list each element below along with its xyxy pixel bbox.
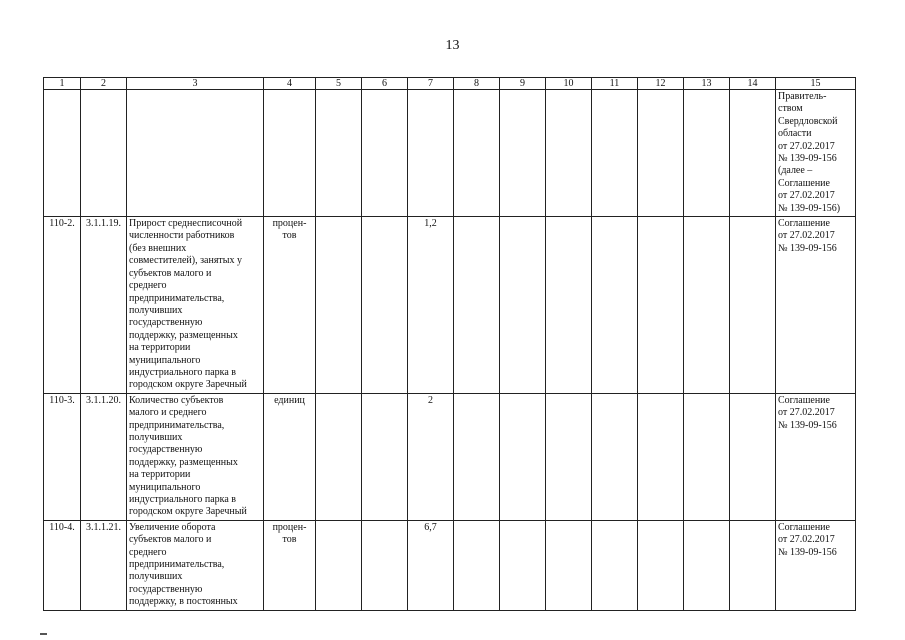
column-number: 13 (684, 78, 730, 90)
table-cell-col-14 (730, 520, 776, 610)
table-row (44, 520, 856, 610)
column-number: 3 (127, 78, 264, 90)
column-number: 12 (638, 78, 684, 90)
table-cell-col-8 (454, 393, 500, 520)
table-cell-col-5 (316, 90, 362, 217)
indicators-table (43, 77, 856, 611)
column-number: 4 (264, 78, 316, 90)
table-cell-col-7: 6,7 (408, 520, 454, 610)
table-cell-col-12 (638, 90, 684, 217)
table-cell-col-6 (362, 520, 408, 610)
table-cell-col-13 (684, 90, 730, 217)
table-cell-col-3: Количество субъектов малого и среднего предпринимательства, получивших государственную поддержку, размещенных на территории муниципального индустриального парка в городском округе Заречный (127, 393, 264, 520)
column-number: 14 (730, 78, 776, 90)
table-cell-col-15: Соглашение от 27.02.2017 № 139-09-156 (776, 520, 856, 610)
table-cell-col-7: 2 (408, 393, 454, 520)
table-cell-col-12 (638, 393, 684, 520)
table-cell-col-6 (362, 393, 408, 520)
table-row (44, 217, 856, 394)
table-cell-col-14 (730, 217, 776, 394)
table-cell-col-11 (592, 393, 638, 520)
table-row (44, 393, 856, 520)
table-cell-col-3: Увеличение оборота субъектов малого и среднего предпринимательства, получивших государственную поддержку, в постоянных (127, 520, 264, 610)
table-cell-col-9 (500, 217, 546, 394)
table-cell-col-2: 3.1.1.20. (81, 393, 127, 520)
table-cell-col-13 (684, 520, 730, 610)
column-number: 7 (408, 78, 454, 90)
table-cell-col-4 (264, 90, 316, 217)
column-number: 8 (454, 78, 500, 90)
table-cell-col-12 (638, 217, 684, 394)
table-cell-col-9 (500, 520, 546, 610)
column-number: 9 (500, 78, 546, 90)
table-cell-col-5 (316, 520, 362, 610)
table-cell-col-12 (638, 520, 684, 610)
column-number: 2 (81, 78, 127, 90)
table-cell-col-8 (454, 217, 500, 394)
column-number: 10 (546, 78, 592, 90)
table-cell-col-6 (362, 90, 408, 217)
table-cell-col-10 (546, 217, 592, 394)
table-cell-col-13 (684, 217, 730, 394)
table-cell-col-15: Соглашение от 27.02.2017 № 139-09-156 (776, 393, 856, 520)
table-cell-col-2 (81, 90, 127, 217)
table-cell-col-11 (592, 520, 638, 610)
table-cell-col-10 (546, 393, 592, 520)
table-body (44, 78, 856, 611)
table-cell-col-4: процен- тов (264, 217, 316, 394)
table-cell-col-10 (546, 90, 592, 217)
table-cell-col-3 (127, 90, 264, 217)
table-cell-col-9 (500, 393, 546, 520)
table-cell-col-9 (500, 90, 546, 217)
column-number: 1 (44, 78, 81, 90)
table-cell-col-8 (454, 90, 500, 217)
table-cell-col-15: Соглашение от 27.02.2017 № 139-09-156 (776, 217, 856, 394)
column-number: 5 (316, 78, 362, 90)
table-cell-col-14 (730, 393, 776, 520)
table-cell-col-1 (44, 90, 81, 217)
table-cell-col-10 (546, 520, 592, 610)
table-cell-col-4: единиц (264, 393, 316, 520)
table-cell-col-13 (684, 393, 730, 520)
table-cell-col-5 (316, 217, 362, 394)
table-cell-col-6 (362, 217, 408, 394)
table-cell-col-2: 3.1.1.19. (81, 217, 127, 394)
table-cell-col-1: 110-3. (44, 393, 81, 520)
column-number: 15 (776, 78, 856, 90)
scan-mark (40, 633, 47, 635)
column-number-row (44, 78, 856, 90)
table-cell-col-5 (316, 393, 362, 520)
table-row (44, 90, 856, 217)
table-cell-col-1: 110-2. (44, 217, 81, 394)
table-cell-col-11 (592, 90, 638, 217)
table-cell-col-2: 3.1.1.21. (81, 520, 127, 610)
table-cell-col-3: Прирост среднесписочной численности работников (без внешних совместителей), занятых у субъектов малого и среднего предпринимательства, получивших государственную поддержку, размещенных на территории муниципального индустриального парка в городском округе Заречный (127, 217, 264, 394)
table-cell-col-15: Правитель- ством Свердловской области от 27.02.2017 № 139-09-156 (далее – Соглашение от 27.02.2017 № 139-09-156) (776, 90, 856, 217)
table-cell-col-7: 1,2 (408, 217, 454, 394)
column-number: 6 (362, 78, 408, 90)
page-number: 13 (445, 38, 460, 53)
table-cell-col-7 (408, 90, 454, 217)
table-cell-col-1: 110-4. (44, 520, 81, 610)
table-cell-col-11 (592, 217, 638, 394)
column-number: 11 (592, 78, 638, 90)
table-cell-col-8 (454, 520, 500, 610)
table-cell-col-4: процен- тов (264, 520, 316, 610)
table-cell-col-14 (730, 90, 776, 217)
